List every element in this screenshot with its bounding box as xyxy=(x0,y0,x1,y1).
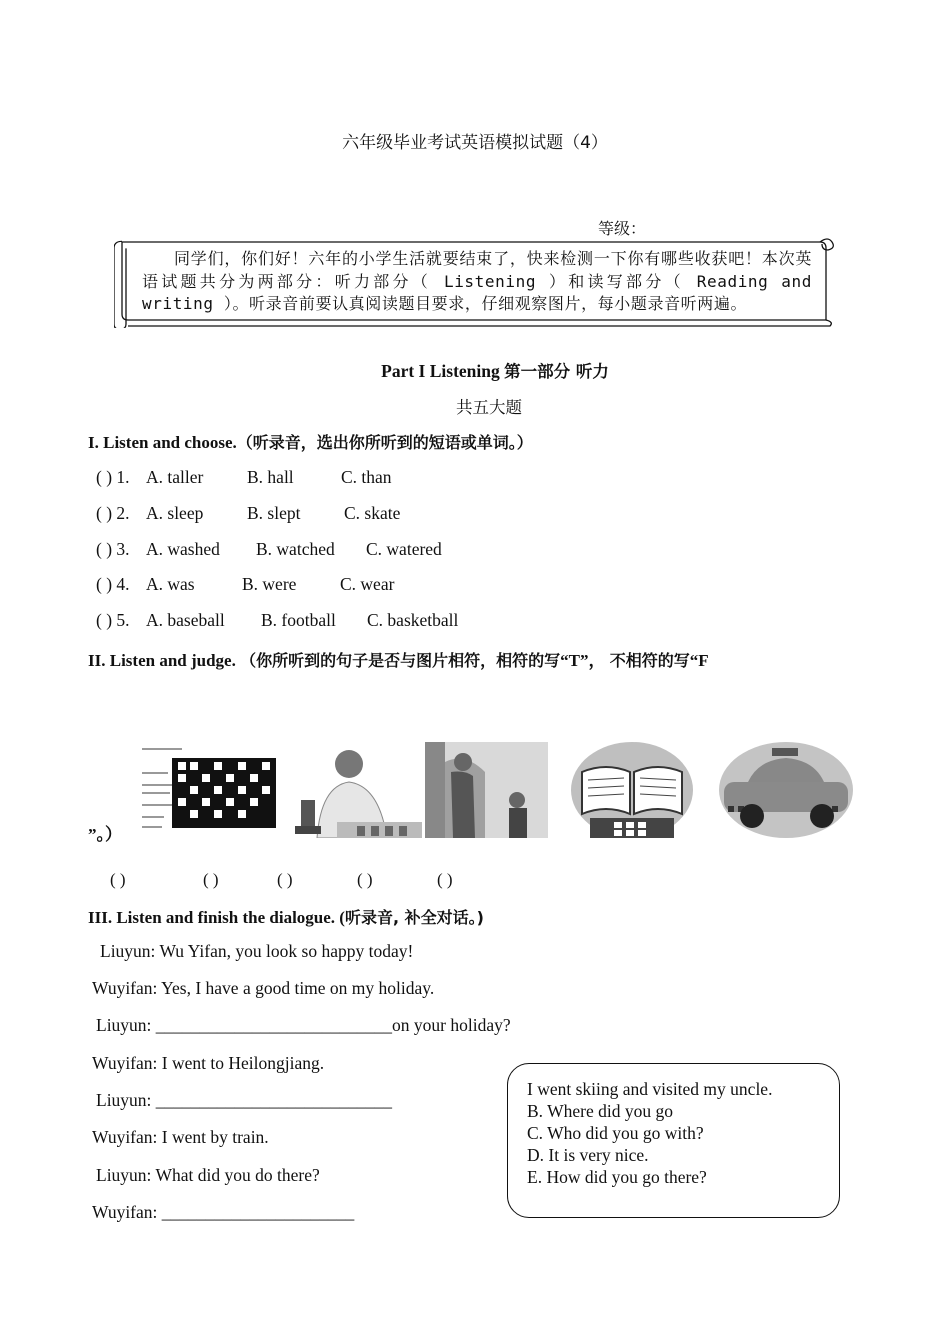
intro-text: 同学们，你们好！六年的小学生活就要结束了，快来检测一下你有哪些收获吧！本次英语试题共分为两部分：听力部分（ Listening ）和读写部分（ Reading and writing ）。听录音前要认真阅读题目要求，仔细观察图片，每小题录音听两遍。 xyxy=(142,249,812,313)
section3-heading-cn: 听录音, 补全对话。) xyxy=(344,908,484,927)
judge-blank[interactable]: ( ) xyxy=(203,870,219,889)
question-number: ( ) 3. xyxy=(96,539,130,559)
option-b[interactable]: B. were xyxy=(242,574,297,594)
question-number: ( ) 5. xyxy=(96,610,130,630)
scientist-microscope-picture xyxy=(287,742,422,838)
question-number: ( ) 2. xyxy=(96,503,130,523)
part1-title-cn: 第一部分 听力 xyxy=(504,362,609,381)
option-a[interactable]: A. washed xyxy=(146,539,220,559)
exam-title: 六年级毕业考试英语模拟试题（4） xyxy=(342,133,608,153)
section2-heading xyxy=(88,646,709,671)
option-b[interactable]: B. football xyxy=(261,610,336,630)
judge-blank[interactable]: ( ) xyxy=(437,870,453,889)
section1-heading-en: I. Listen and choose. xyxy=(88,433,237,452)
quote-f: “F xyxy=(689,651,709,670)
option-a[interactable]: A. taller xyxy=(146,467,204,487)
mother-and-son-picture xyxy=(425,742,548,838)
judge-blank[interactable]: ( ) xyxy=(110,870,126,889)
question-number: ( ) 4. xyxy=(96,574,130,594)
section2-heading-cn: （你所听到的句子是否与图片相符，相符的写 xyxy=(240,651,561,670)
part1-title-en: Part I Listening xyxy=(381,361,500,381)
section3-heading-en: III. Listen and finish the dialogue. ( xyxy=(88,908,345,927)
answer-option: E. How did you go there? xyxy=(527,1167,707,1187)
answer-option: C. Who did you go with? xyxy=(527,1123,704,1143)
taxi-picture xyxy=(718,742,863,838)
part1-title xyxy=(0,358,950,382)
quote-t: “T”， xyxy=(560,651,606,670)
section1-heading xyxy=(88,430,533,453)
dialogue-line: Liuyun: What did you do there? xyxy=(96,1165,320,1185)
dialogue-line: Wuyifan: I went to Heilongjiang. xyxy=(92,1053,325,1073)
section3-heading xyxy=(88,905,484,928)
option-a[interactable]: A. sleep xyxy=(146,503,204,523)
option-c[interactable]: C. watered xyxy=(366,539,442,559)
option-a[interactable]: A. baseball xyxy=(146,610,225,630)
dialogue-blank-line[interactable]: Wuyifan: ______________________ xyxy=(92,1202,355,1222)
question-number: ( ) 1. xyxy=(96,467,130,487)
option-c[interactable]: C. than xyxy=(341,467,392,487)
crossword-puzzle-picture xyxy=(138,742,278,838)
option-b[interactable]: B. slept xyxy=(247,503,301,523)
option-b[interactable]: B. hall xyxy=(247,467,294,487)
dialogue-line: Wuyifan: Yes, I have a good time on my holiday. xyxy=(92,978,435,998)
answer-option: I went skiing and visited my uncle. xyxy=(527,1079,773,1099)
open-book-picture xyxy=(570,742,694,838)
dialogue-blank-line[interactable]: Liuyun: ___________________________ xyxy=(96,1090,393,1110)
judge-blank[interactable]: ( ) xyxy=(357,870,373,889)
grade-label: 等级： xyxy=(598,219,647,238)
option-c[interactable]: C. wear xyxy=(340,574,395,594)
option-a[interactable]: A. was xyxy=(146,574,195,594)
section2-heading-cn2: 不相符的写 xyxy=(609,651,690,670)
dialogue-blank-line[interactable]: Liuyun: ___________________________on your holiday? xyxy=(96,1015,511,1035)
dialogue-line: Liuyun: Wu Yifan, you look so happy today! xyxy=(100,941,414,961)
option-c[interactable]: C. skate xyxy=(344,503,401,523)
section2-heading-tail: ”。） xyxy=(88,825,122,844)
part1-subtitle: 共五大题 xyxy=(456,398,522,417)
section2-heading-en: II. Listen and judge. xyxy=(88,651,236,670)
option-b[interactable]: B. watched xyxy=(256,539,335,559)
answer-option: B. Where did you go xyxy=(527,1101,673,1121)
answer-option: D. It is very nice. xyxy=(527,1145,649,1165)
section1-heading-cn: （听录音，选出你所听到的短语或单词。） xyxy=(236,433,533,452)
dialogue-line: Wuyifan: I went by train. xyxy=(92,1127,269,1147)
option-c[interactable]: C. basketball xyxy=(367,610,459,630)
judge-blank[interactable]: ( ) xyxy=(277,870,293,889)
